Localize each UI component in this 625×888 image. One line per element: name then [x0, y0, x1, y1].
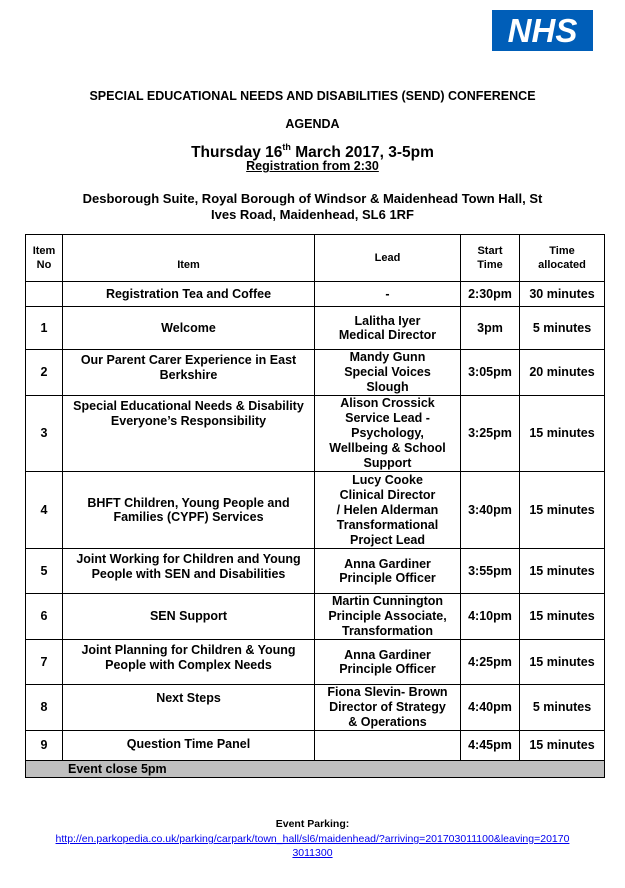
registration-time: Registration from 2:30: [246, 159, 379, 173]
item-title-line: People with Complex Needs: [105, 657, 272, 672]
header-start-time-line: Start: [477, 245, 503, 257]
time-allocated: 15 minutes: [520, 472, 605, 549]
lead-line: Project Lead: [349, 532, 426, 547]
item-title: [63, 307, 315, 350]
venue-address: [0, 191, 625, 223]
header-time-allocated-line: Time: [549, 245, 575, 257]
lead-line: Martin Cunnington: [331, 594, 444, 608]
lead-line: Slough: [366, 380, 409, 394]
event-close-text: Event close 5pm: [26, 761, 605, 778]
start-time: 3:55pm: [461, 549, 520, 594]
lead-line: Principle Officer: [339, 571, 436, 585]
table-row: [26, 549, 605, 594]
item-number: 7: [26, 640, 63, 685]
item-title-line: Question Time Panel: [126, 737, 251, 751]
item-title-line: Welcome: [161, 320, 216, 335]
venue-line-2: Ives Road, Maidenhead, SL6 1RF: [211, 207, 414, 222]
lead-name: [315, 640, 461, 685]
item-number: 5: [26, 549, 63, 594]
table-row: [26, 731, 605, 761]
nhs-logo: NHS: [492, 10, 593, 51]
lead-line: Mandy Gunn: [349, 350, 426, 364]
item-title-line: Special Educational Needs & Disability: [73, 399, 304, 413]
lead-name: [315, 594, 461, 640]
time-allocated: 15 minutes: [520, 594, 605, 640]
item-title-line: Next Steps: [156, 691, 221, 705]
start-time: 4:45pm: [461, 731, 520, 761]
time-allocated: 15 minutes: [520, 640, 605, 685]
header-start-time-line: Time: [477, 259, 503, 271]
item-title: [63, 640, 315, 685]
time-allocated: 15 minutes: [520, 549, 605, 594]
lead-line: Lucy Cooke: [352, 472, 423, 487]
lead-line: Support: [363, 456, 412, 470]
lead-name: [315, 549, 461, 594]
item-title: [63, 594, 315, 640]
header-start-time: [461, 235, 520, 282]
start-time: 4:40pm: [461, 685, 520, 731]
agenda-heading: AGENDA: [285, 117, 340, 131]
time-allocated: 30 minutes: [520, 282, 605, 307]
start-time: 3:40pm: [461, 472, 520, 549]
item-title-line: Registration Tea and Coffee: [105, 286, 272, 301]
table-row: [26, 350, 605, 396]
table-row: [26, 396, 605, 472]
item-number: 6: [26, 594, 63, 640]
header-lead: Lead: [315, 235, 461, 282]
start-time: 2:30pm: [461, 282, 520, 307]
table-row: [26, 472, 605, 549]
item-title-line: Families (CYPF) Services: [113, 510, 264, 524]
item-title-line: SEN Support: [149, 609, 228, 624]
lead-line: & Operations: [348, 715, 427, 729]
lead-name: [315, 307, 461, 350]
start-time: 3:05pm: [461, 350, 520, 396]
lead-line: Special Voices: [344, 365, 431, 379]
item-number: [26, 282, 63, 307]
lead-line: Anna Gardiner: [344, 556, 431, 571]
lead-name: [315, 396, 461, 472]
item-number: 9: [26, 731, 63, 761]
item-title: [63, 350, 315, 396]
header-item-no-line: No: [36, 259, 52, 271]
parking-link[interactable]: http://en.parkopedia.co.uk/parking/carpark/town_hall/sl6/maidenhead/?arriving=201703011100&leaving=201703011300: [55, 833, 570, 859]
time-allocated: 15 minutes: [520, 731, 605, 761]
start-time: 3pm: [461, 307, 520, 350]
lead-line: Lalitha Iyer: [354, 313, 421, 328]
item-title-line: Our Parent Carer Experience in East: [80, 353, 297, 367]
table-row: [26, 640, 605, 685]
time-allocated: 5 minutes: [520, 307, 605, 350]
lead-line: Psychology,: [351, 426, 424, 440]
item-number: 8: [26, 685, 63, 731]
item-number: 2: [26, 350, 63, 396]
start-time: 4:10pm: [461, 594, 520, 640]
lead-name: [315, 282, 461, 307]
item-title-line: People with SEN and Disabilities: [91, 566, 286, 581]
item-title: [63, 549, 315, 594]
parking-label: Event Parking:: [275, 818, 350, 830]
lead-line: Anna Gardiner: [344, 647, 431, 662]
item-title-line: Everyone’s Responsibility: [110, 413, 267, 428]
lead-line: Clinical Director: [339, 487, 436, 502]
lead-line: Transformational: [336, 517, 439, 532]
header-item-no: [26, 235, 63, 282]
item-title-line: BHFT Children, Young People and: [87, 495, 290, 510]
agenda-table: [25, 234, 605, 778]
lead-line: Director of Strategy: [329, 700, 446, 714]
start-time: 3:25pm: [461, 396, 520, 472]
table-row: [26, 685, 605, 731]
item-title: [63, 472, 315, 549]
lead-name: [315, 350, 461, 396]
event-date-rest: March 2017, 3-5pm: [290, 144, 434, 161]
item-title: [63, 685, 315, 731]
lead-line: Service Lead -: [345, 411, 430, 425]
item-title: [63, 731, 315, 761]
header-item: Item: [63, 235, 315, 282]
lead-name: [315, 731, 461, 761]
item-title: [63, 396, 315, 472]
lead-line: / Helen Alderman: [336, 502, 439, 517]
lead-line: Medical Director: [338, 328, 437, 342]
item-number: 1: [26, 307, 63, 350]
lead-line: Wellbeing & School: [329, 441, 446, 455]
event-date-suffix: th: [282, 142, 291, 152]
event-close-row: [26, 761, 605, 778]
item-title: [63, 282, 315, 307]
table-row: [26, 594, 605, 640]
time-allocated: 5 minutes: [520, 685, 605, 731]
venue-line-1: Desborough Suite, Royal Borough of Windsor & Maidenhead Town Hall, St: [82, 191, 543, 206]
lead-line: Alison Crossick: [340, 396, 435, 410]
table-header-row: [26, 235, 605, 282]
lead-line: Transformation: [342, 624, 433, 638]
time-allocated: 15 minutes: [520, 396, 605, 472]
conference-title: SPECIAL EDUCATIONAL NEEDS AND DISABILITIES (SEND) CONFERENCE: [89, 89, 536, 103]
lead-line: -: [385, 286, 390, 301]
item-title-line: Joint Working for Children and Young: [76, 552, 301, 566]
item-title-line: Joint Planning for Children & Young: [81, 643, 296, 657]
item-number: 4: [26, 472, 63, 549]
lead-line: Principle Officer: [339, 662, 436, 676]
lead-name: [315, 685, 461, 731]
lead-line: Fiona Slevin- Brown: [327, 685, 448, 699]
header-time-allocated-line: allocated: [538, 259, 586, 271]
event-date-day: Thursday 16: [191, 144, 283, 161]
time-allocated: 20 minutes: [520, 350, 605, 396]
header-item-no-line: Item: [32, 245, 56, 257]
table-row: [26, 307, 605, 350]
lead-line: Principle Associate,: [328, 609, 447, 623]
header-time-allocated: [520, 235, 605, 282]
item-title-line: Berkshire: [159, 367, 218, 382]
table-row: [26, 282, 605, 307]
item-number: 3: [26, 396, 63, 472]
start-time: 4:25pm: [461, 640, 520, 685]
lead-name: [315, 472, 461, 549]
